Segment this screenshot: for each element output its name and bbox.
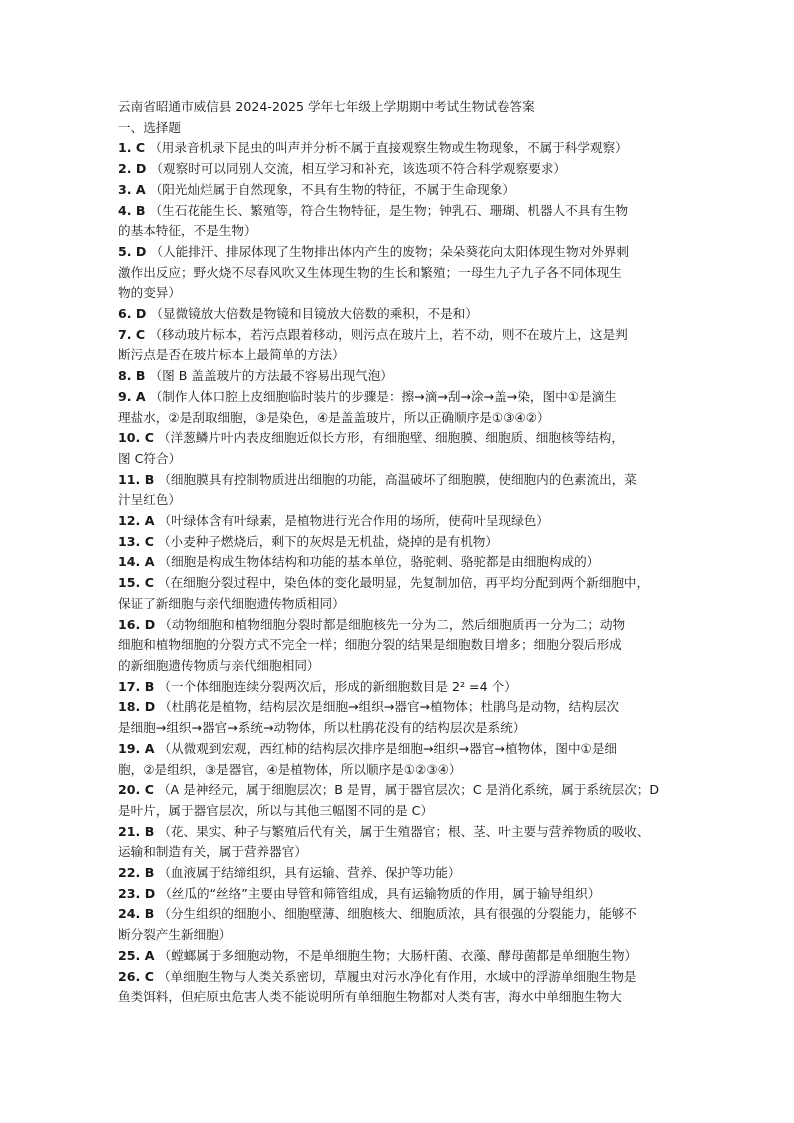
answer-text: （制作人体口腔上皮细胞临时装片的步骤是：擦→滴→刮→涂→盖→染，图中①是滴生	[149, 388, 617, 404]
answer-item	[118, 904, 680, 945]
answer-number: 19. A	[118, 740, 155, 756]
answer-item	[118, 967, 680, 1008]
answer-line	[118, 656, 680, 677]
answer-item	[118, 366, 680, 387]
answer-item	[118, 159, 680, 180]
answer-line	[118, 428, 680, 449]
answer-number: 21. B	[118, 823, 155, 839]
answer-text: （用录音机录下昆虫的叫声并分析不属于直接观察生物或生物现象，不属于科学观察）	[149, 140, 628, 156]
answer-line	[118, 718, 680, 739]
answer-line	[118, 242, 680, 263]
answer-line	[118, 387, 680, 408]
answer-line	[118, 552, 680, 573]
answer-item	[118, 180, 680, 201]
answer-text: 是细胞→组织→器官→系统→动物体，所以杜鹃花没有的结构层次是系统）	[118, 720, 526, 736]
answer-item	[118, 428, 680, 469]
answer-number: 17. B	[118, 678, 155, 694]
answer-line	[118, 635, 680, 656]
answer-text: （血液属于结缔组织，具有运输、营养、保护等功能）	[158, 865, 461, 881]
answer-item	[118, 201, 680, 242]
answer-number: 8. B	[118, 368, 146, 384]
answer-line	[118, 159, 680, 180]
answer-number: 12. A	[118, 513, 155, 529]
answer-line	[118, 925, 680, 946]
answer-item	[118, 739, 680, 780]
answer-line	[118, 470, 680, 491]
answer-line	[118, 490, 680, 511]
answer-text: （图 B 盖盖玻片的方法最不容易出现气泡）	[149, 368, 393, 384]
answer-text: 细胞和植物细胞的分裂方式不完全一样；细胞分裂的结果是细胞数目增多；细胞分裂后形成	[118, 637, 622, 653]
answer-line	[118, 180, 680, 201]
answer-text: 保证了新细胞与亲代细胞遗传物质相同）	[118, 595, 345, 611]
answer-item	[118, 325, 680, 366]
answer-text: 是叶片，属于器官层次，所以与其他三幅图不同的是 C）	[118, 802, 434, 818]
answer-number: 23. D	[118, 885, 156, 901]
answer-line	[118, 697, 680, 718]
answer-number: 9. A	[118, 388, 146, 404]
answer-line	[118, 138, 680, 159]
answer-line	[118, 449, 680, 470]
answer-item	[118, 780, 680, 821]
answer-line	[118, 987, 680, 1008]
answer-line	[118, 801, 680, 822]
answer-text: （人能排汗、排尿体现了生物排出体内产生的废物；朵朵葵花向太阳体现生物对外界刺	[150, 243, 629, 259]
answer-line	[118, 511, 680, 532]
answer-number: 20. C	[118, 782, 154, 798]
answer-item	[118, 615, 680, 677]
answer-line	[118, 304, 680, 325]
answer-line	[118, 532, 680, 553]
answer-line	[118, 842, 680, 863]
answer-number: 22. B	[118, 865, 155, 881]
answer-item	[118, 677, 680, 698]
answer-text: 汁呈红色）	[118, 492, 181, 508]
answer-text: （单细胞生物与人类关系密切，草履虫对污水净化有作用，水域中的浮游单细胞生物是	[157, 968, 637, 984]
answer-text: （花、果实、种子与繁殖后代有关，属于生殖器官；根、茎、叶主要与营养物质的吸收、	[158, 823, 650, 839]
answer-text: 激作出反应；野火烧不尽春风吹又生体现生物的生长和繁殖；一母生九子九子各不同体现生	[118, 264, 622, 280]
answer-line	[118, 283, 680, 304]
answer-item	[118, 304, 680, 325]
answer-line	[118, 573, 680, 594]
answer-item	[118, 552, 680, 573]
document-title: 云南省昭通市威信县 2024-2025 学年七年级上学期期中考试生物试卷答案	[118, 99, 535, 114]
answer-text: （一个体细胞连续分裂两次后，形成的新细胞数目是 2² =4 个）	[158, 678, 517, 694]
answer-number: 13. C	[118, 533, 154, 549]
answer-text: （显微镜放大倍数是物镜和目镜放大倍数的乘积，不是和）	[150, 306, 478, 322]
answer-text: 断分裂产生新细胞）	[118, 927, 232, 943]
answer-number: 1. C	[118, 140, 146, 156]
answer-text: （在细胞分裂过程中，染色体的变化最明显，先复制加倍，再平均分配到两个新细胞中，	[157, 575, 650, 591]
answer-text: （小麦种子燃烧后，剩下的灰烬是无机盐，烧掉的是有机物）	[157, 533, 498, 549]
answer-number: 15. C	[118, 575, 154, 591]
answer-document	[118, 97, 680, 1008]
answer-text: （生石花能生长、繁殖等，符合生物特征，是生物；钟乳石、珊瑚、机器人不具有生物	[149, 202, 629, 218]
answer-item	[118, 470, 680, 511]
answer-text: （移动玻片标本，若污点跟着移动，则污点在玻片上，若不动，则不在玻片上，这是判	[149, 326, 628, 342]
answer-text: （A 是神经元，属于细胞层次；B 是胃，属于器官层次；C 是消化系统，属于系统层次；D	[157, 782, 660, 798]
answer-text: （丝瓜的“丝络”主要由导管和筛管组成，具有运输物质的作用，属于输导组织）	[159, 885, 601, 901]
answer-line	[118, 221, 680, 242]
answer-number: 5. D	[118, 243, 147, 259]
answer-item	[118, 884, 680, 905]
answer-text: 断污点是否在玻片标本上最简单的方法）	[118, 347, 345, 363]
answer-line	[118, 366, 680, 387]
answer-line	[118, 904, 680, 925]
answer-item	[118, 863, 680, 884]
answer-line	[118, 325, 680, 346]
answer-text: （分生组织的细胞小、细胞壁薄、细胞核大、细胞质浓，具有很强的分裂能力，能够不	[158, 906, 637, 922]
answer-line	[118, 863, 680, 884]
answer-text: （观察时可以同别人交流，相互学习和补充，该选项不符合科学观察要求）	[150, 161, 566, 177]
answer-text: （洋葱鳞片叶内表皮细胞近似长方形，有细胞壁、细胞膜、细胞质、细胞核等结构，	[157, 430, 624, 446]
answer-line	[118, 967, 680, 988]
answer-text: 运输和制造有关，属于营养器官）	[118, 844, 307, 860]
answer-item	[118, 511, 680, 532]
answer-item	[118, 573, 680, 614]
section-heading: 一、选择题	[118, 119, 181, 135]
answer-line	[118, 594, 680, 615]
answer-text: 物的变异）	[118, 285, 181, 301]
answer-number: 10. C	[118, 430, 154, 446]
answer-number: 2. D	[118, 161, 147, 177]
answer-line	[118, 760, 680, 781]
answer-line	[118, 263, 680, 284]
answer-item	[118, 532, 680, 553]
answer-text: 的新细胞遗传物质与亲代细胞相同）	[118, 657, 320, 673]
answer-item	[118, 138, 680, 159]
answer-number: 18. D	[118, 699, 156, 715]
answer-number: 25. A	[118, 947, 155, 963]
answer-line	[118, 884, 680, 905]
answer-text: （螳螂属于多细胞动物，不是单细胞生物；大肠杆菌、衣藻、酵母菌都是单细胞生物）	[158, 947, 638, 963]
answer-text: 鱼类饵料，但疟原虫危害人类不能说明所有单细胞生物都对人类有害，海水中单细胞生物大	[118, 989, 622, 1005]
answer-item	[118, 697, 680, 738]
answer-number: 4. B	[118, 202, 146, 218]
answer-number: 14. A	[118, 554, 155, 570]
answer-number: 24. B	[118, 906, 155, 922]
answer-line	[118, 946, 680, 967]
answer-list	[118, 138, 680, 1008]
answer-text: （叶绿体含有叶绿素，是植物进行光合作用的场所，使荷叶呈现绿色）	[158, 513, 549, 529]
answer-item	[118, 242, 680, 304]
answer-line	[118, 408, 680, 429]
answer-number: 3. A	[118, 181, 146, 197]
answer-item	[118, 387, 680, 428]
answer-text: 理盐水，②是刮取细胞，③是染色，④是盖盖玻片，所以正确顺序是①③④②）	[118, 409, 550, 425]
answer-text: 的基本特征，不是生物）	[118, 223, 257, 239]
answer-item	[118, 822, 680, 863]
answer-line	[118, 345, 680, 366]
answer-text: （阳光灿烂属于自然现象，不具有生物的特征，不属于生命现象）	[149, 181, 515, 197]
answer-number: 11. B	[118, 471, 155, 487]
answer-line	[118, 780, 680, 801]
answer-number: 7. C	[118, 326, 146, 342]
answer-item	[118, 946, 680, 967]
answer-number: 26. C	[118, 968, 154, 984]
answer-number: 6. D	[118, 306, 147, 322]
answer-line	[118, 677, 680, 698]
answer-text: （杜鹃花是植物，结构层次是细胞→组织→器官→植物体；杜鹃鸟是动物，结构层次	[159, 699, 620, 715]
answer-text: （动物细胞和植物细胞分裂时都是细胞核先一分为二，然后细胞质再一分为二；动物	[159, 616, 626, 632]
answer-number: 16. D	[118, 616, 156, 632]
answer-line	[118, 615, 680, 636]
answer-line	[118, 739, 680, 760]
answer-text: （细胞是构成生物体结构和功能的基本单位，骆驼刺、骆驼都是由细胞构成的）	[158, 554, 600, 570]
answer-text: 图 C符合）	[118, 450, 182, 466]
answer-line	[118, 201, 680, 222]
answer-line	[118, 822, 680, 843]
answer-text: （细胞膜具有控制物质进出细胞的功能，高温破坏了细胞膜，使细胞内的色素流出，菜	[158, 471, 637, 487]
answer-text: 胞，②是组织，③是器官，④是植物体，所以顺序是①②③④）	[118, 761, 462, 777]
answer-text: （从微观到宏观，西红柿的结构层次排序是细胞→组织→器官→植物体，图中①是细	[158, 740, 618, 756]
